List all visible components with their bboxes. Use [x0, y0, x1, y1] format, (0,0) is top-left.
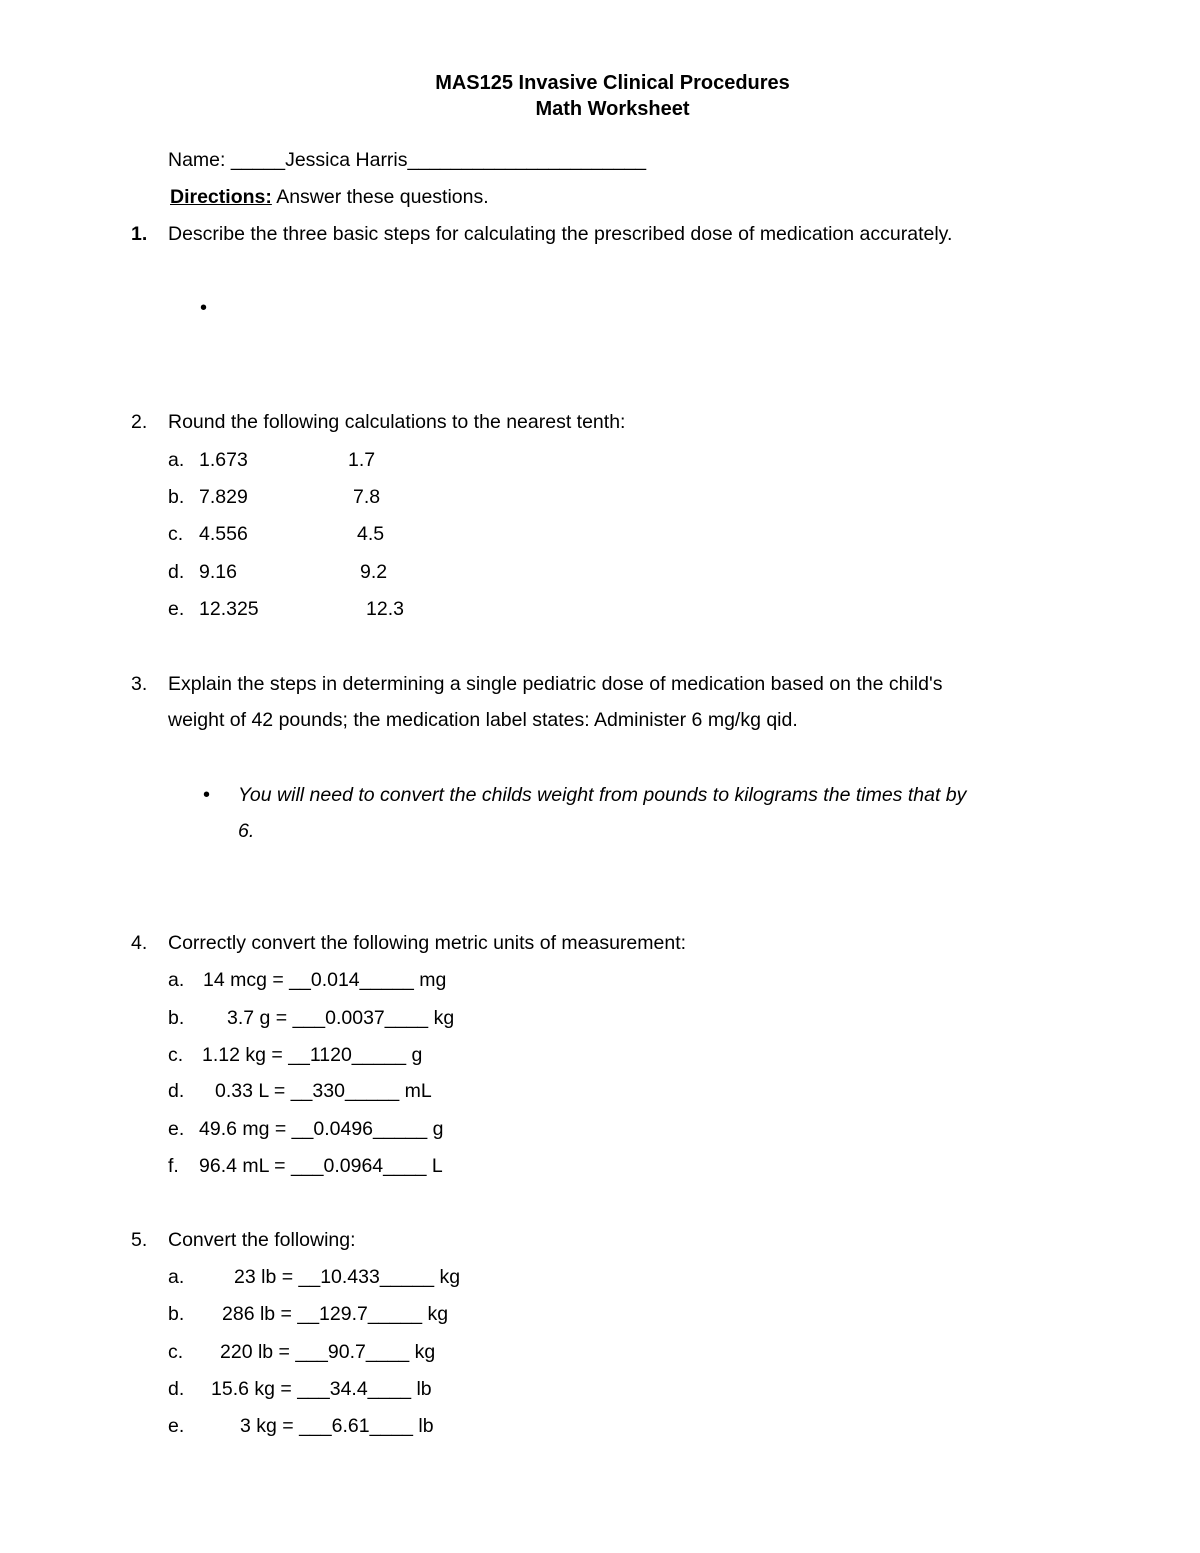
q4-item-f-letter: f. — [168, 1155, 179, 1177]
name-line: Name: _____Jessica Harris______________________ — [168, 149, 647, 171]
q5-item-a-expr: 23 lb = __10.433_____ kg — [234, 1266, 461, 1288]
q2-item-b-letter: b. — [168, 486, 185, 508]
worksheet-subtitle: Math Worksheet — [535, 98, 690, 120]
q4-item-c-letter: c. — [168, 1044, 184, 1066]
directions — [170, 188, 489, 208]
question-2-number: 2. — [131, 411, 148, 433]
question-2-text: Round the following calculations to the nearest tenth: — [168, 411, 626, 433]
question-3-number: 3. — [131, 673, 148, 695]
q5-item-b-expr: 286 lb = __129.7_____ kg — [222, 1303, 449, 1325]
q2-item-e-answer: 12.3 — [366, 598, 404, 620]
q4-item-f-expr: 96.4 mL = ___0.0964____ L — [199, 1155, 443, 1177]
q4-item-a-letter: a. — [168, 969, 185, 991]
q2-item-d-answer: 9.2 — [360, 561, 388, 583]
q5-item-d-letter: d. — [168, 1378, 185, 1400]
q2-item-d-letter: d. — [168, 561, 185, 583]
q5-item-c-letter: c. — [168, 1341, 184, 1363]
q5-item-e-expr: 3 kg = ___6.61____ lb — [240, 1415, 434, 1437]
q2-item-a-letter: a. — [168, 449, 185, 471]
question-1-bullet: • — [200, 297, 208, 319]
question-5-text: Convert the following: — [168, 1229, 356, 1251]
q4-item-e-expr: 49.6 mg = __0.0496_____ g — [199, 1118, 444, 1140]
q4-item-c-expr: 1.12 kg = __1120_____ g — [202, 1044, 423, 1066]
question-3-answer-line-1: You will need to convert the childs weight from pounds to kilograms the times that by — [238, 784, 967, 806]
q2-item-d-value: 9.16 — [199, 561, 237, 583]
question-3-line-2: weight of 42 pounds; the medication label states: Administer 6 mg/kg qid. — [168, 709, 798, 731]
q4-item-e-letter: e. — [168, 1118, 185, 1140]
question-4-number: 4. — [131, 932, 148, 954]
directions-label: Directions: — [170, 186, 272, 208]
q5-item-e-letter: e. — [168, 1415, 185, 1437]
q5-item-d-expr: 15.6 kg = ___34.4____ lb — [211, 1378, 432, 1400]
question-5-number: 5. — [131, 1229, 148, 1251]
question-4-text: Correctly convert the following metric units of measurement: — [168, 932, 687, 954]
q2-item-c-value: 4.556 — [199, 523, 248, 545]
question-1-number: 1. — [131, 223, 148, 245]
question-3-bullet: • — [203, 784, 211, 806]
q4-item-d-expr: 0.33 L = __330_____ mL — [215, 1080, 432, 1102]
question-3-line-1: Explain the steps in determining a single pediatric dose of medication based on the child's — [168, 673, 943, 695]
worksheet-title: MAS125 Invasive Clinical Procedures — [435, 72, 790, 94]
q2-item-a-value: 1.673 — [199, 449, 248, 471]
q4-item-a-expr: 14 mcg = __0.014_____ mg — [203, 969, 447, 991]
q4-item-d-letter: d. — [168, 1080, 185, 1102]
q2-item-b-value: 7.829 — [199, 486, 248, 508]
q5-item-c-expr: 220 lb = ___90.7____ kg — [220, 1341, 436, 1363]
q2-item-e-letter: e. — [168, 598, 185, 620]
q2-item-c-letter: c. — [168, 523, 184, 545]
q5-item-b-letter: b. — [168, 1303, 185, 1325]
q2-item-b-answer: 7.8 — [353, 486, 381, 508]
q2-item-a-answer: 1.7 — [348, 449, 376, 471]
directions-text: Answer these questions. — [276, 186, 489, 208]
q2-item-e-value: 12.325 — [199, 598, 259, 620]
question-1-text: Describe the three basic steps for calculating the prescribed dose of medication accurately. — [168, 223, 953, 245]
q2-item-c-answer: 4.5 — [357, 523, 385, 545]
q4-item-b-letter: b. — [168, 1007, 185, 1029]
q5-item-a-letter: a. — [168, 1266, 185, 1288]
q4-item-b-expr: 3.7 g = ___0.0037____ kg — [227, 1007, 455, 1029]
question-3-answer-line-2: 6. — [238, 820, 255, 842]
